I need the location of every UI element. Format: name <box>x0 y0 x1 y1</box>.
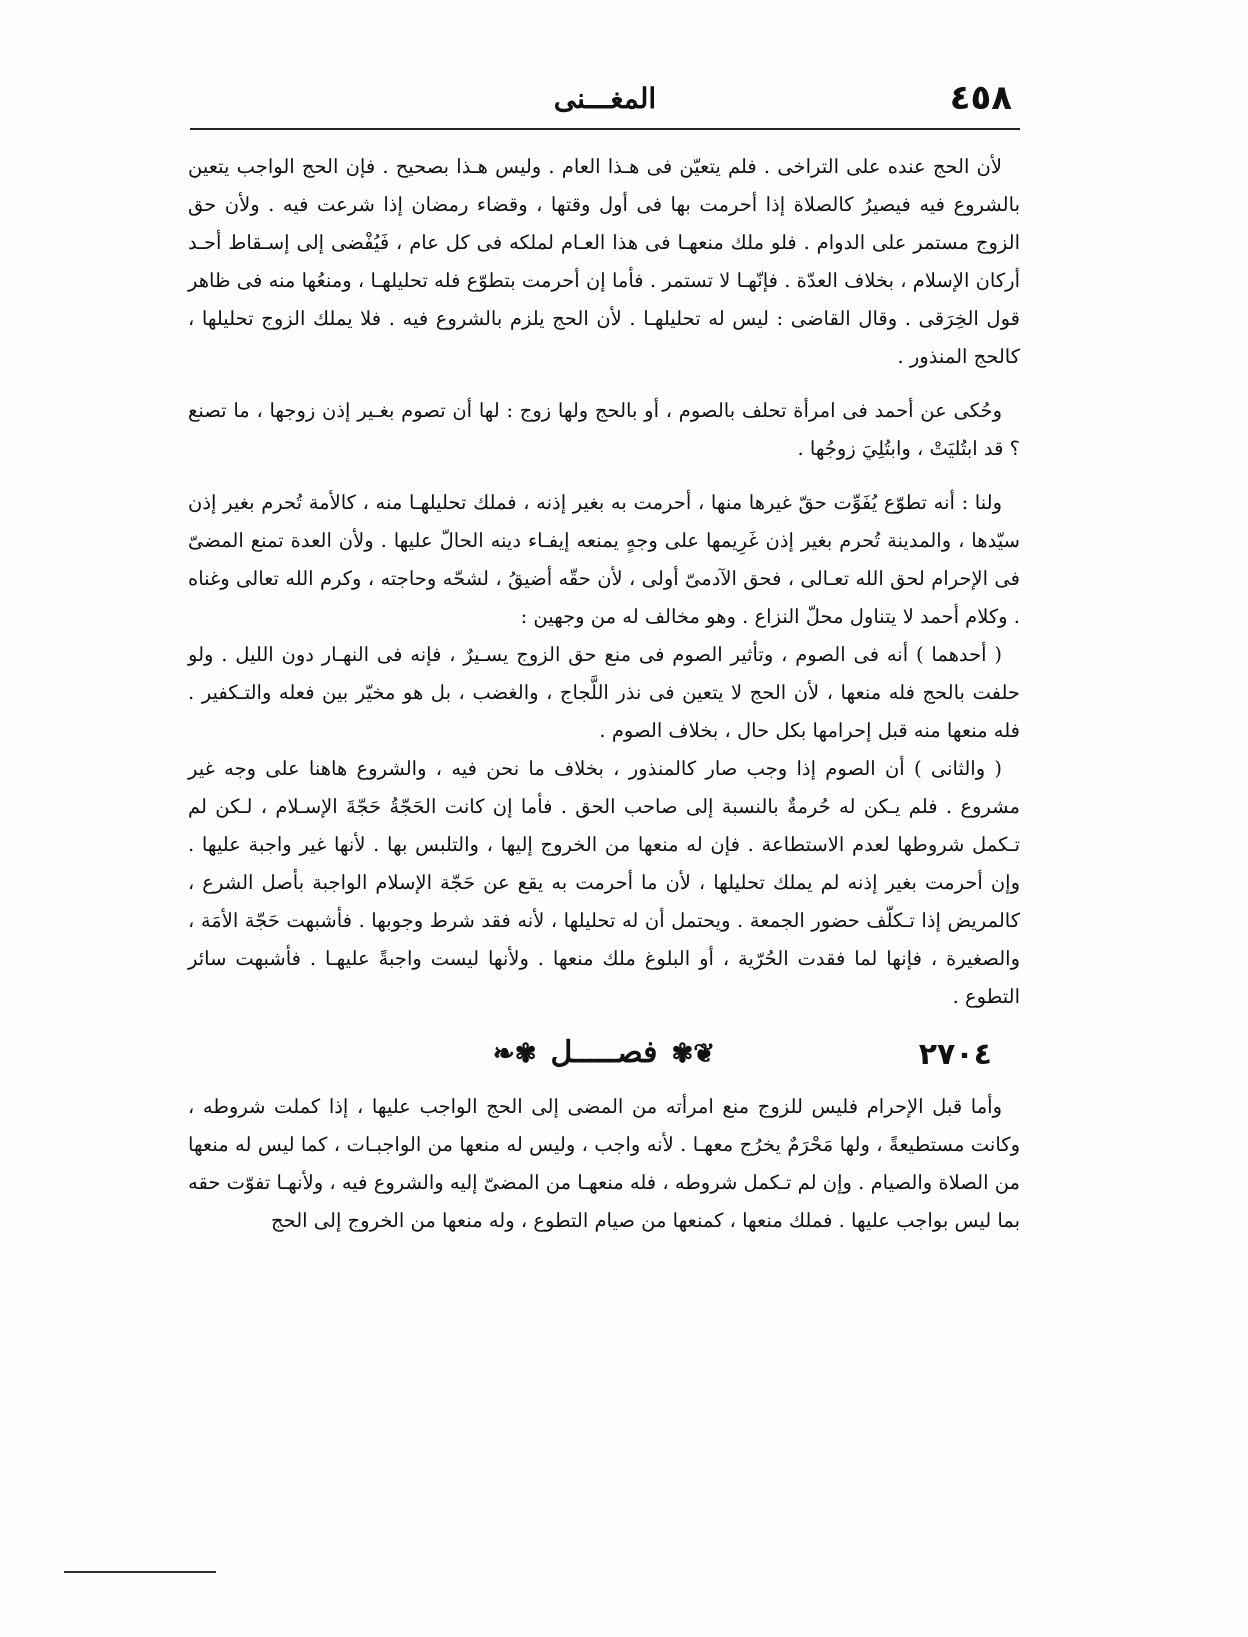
paragraph: ( والثانى ) أن الصوم إذا وجب صار كالمنذور ، بخلاف ما نحن فيه ، والشروع هاهنا على وجه غير مشروع . فلم يـكن له حُرمةٌ بالنسبة إلى صاحب الحق . فأما إن كانت الحَجّةُ حَجّةَ الإسـلام ، لـكن لم تـكمل شروطها لعدم الاستطاعة . فإن له منعها من الخروج إليها ، والتلبس بها . لأنها غير واجبة عليها . وإن أحرمت بغير إذنه لم يملك تحليلها ، لأن ما أحرمت به يقع عن حَجّة الإسلام الواجبة بأصل الشرع ، كالمريض إذا تـكلّف حضور الجمعة . ويحتمل أن له تحليلها ، لأنه فقد شرط وجوبها . فأشبهت حَجّة الأمَة ، والصغيرة ، فإنها لما فقدت الحُرّية ، أو البلوغ ملك منعها . ولأنها ليست واجبةً عليهـا . فأشبهت سائر التطوع . <box>188 757 1020 1008</box>
page-header <box>190 78 1020 120</box>
running-title: المغـــنى <box>553 82 657 115</box>
paragraph: ( أحدهما ) أنه فى الصوم ، وتأثير الصوم فى منع حق الزوج يسـيرٌ ، فإنه فى النهـار دون الليل . ولو حلفت بالحج فله منعها ، لأن الحج لا يتعين فى نذر اللَّجاج ، والغضب ، بل هو مخيّر بين فعله والتـكفير . فله منعها منه قبل إحرامها بكل حال ، بخلاف الصوم . <box>188 643 1020 742</box>
page-number: ٤٥٨ <box>949 78 1012 118</box>
section-heading-label: فصـــــل <box>550 1035 658 1070</box>
main-text <box>188 148 1020 1240</box>
header-divider <box>190 128 1020 130</box>
section-heading-row <box>188 1032 1020 1082</box>
paragraph: ولنا : أنه تطوّع يُفَوِّت حقّ غيرها منها ، أحرمت به بغير إذنه ، فملك تحليلهـا منه ، كالأمة تُحرم بغير إذن سيّدها ، والمدينة تُحرم بغير إذن غَرِيمها على وجهٍ يمنعه إيفـاء دينه الحالّ عليها . ولأن العدة تمنع المضىّ فى الإحرام لحق الله تعـالى ، فحق الآدمىّ أولى ، لأن حقّه أضيقُ ، لشحّه وحاجته ، وكرم الله تعالى وغناه . وكلام أحمد لا يتناول محلّ النزاع . وهو مخالف له من وجهين : <box>188 491 1020 628</box>
paragraph: وحُكى عن أحمد فى امرأة تحلف بالصوم ، أو بالحج ولها زوج : لها أن تصوم بغـير إذن زوجها ، ما تصنع ؟ قد ابتُليَتْ ، وابتُلِيَ زوجُها . <box>188 399 1020 460</box>
ornament-icon: ✾❧ <box>492 1039 537 1069</box>
paragraph: لأن الحج عنده على التراخى . فلم يتعيّن فى هـذا العام . وليس هـذا بصحيح . فإن الحج الواجب يتعين بالشروع فيه فيصيرُ كالصلاة إذا أحرمت بها فى أول وقتها ، وقضاء رمضان إذا شرعت فيه . ولأن حق الزوج مستمر على الدوام . فلو ملك منعهـا فى هذا العـام لملكه فى كل عام ، فَيُفْضى إلى إسـقاط أحـد أركان الإسلام ، بخلاف العدّة . فإنّهـا لا تستمر . فأما إن أحرمت بتطوّع فله تحليلهـا ، ومنعُها منه فى ظاهر قول الخِرَقى . وقال القاضى : ليس له تحليلهـا . لأن الحج يلزم بالشروع فيه . فلا يملك الزوج تحليلها ، كالحج المنذور . <box>188 155 1020 368</box>
ornament-icon: ❦✾ <box>671 1039 716 1069</box>
section-heading <box>188 1034 1020 1073</box>
paragraph: وأما قبل الإحرام فليس للزوج منع امرأته من المضى إلى الحج الواجب عليها ، إذا كملت شروطه ، وكانت مستطيعةً ، ولها مَحْرَمٌ يخرُج معهـا . لأنه واجب ، وليس له منعها من الواجبـات ، كما ليس له منعها من الصلاة والصيام . وإن لم تـكمل شروطه ، فله منعهـا من المضىّ إليه والشروع فيه ، ولأنهـا تفوّت حقه بما ليس بواجب عليها . فملك منعها ، كمنعها من صيام التطوع ، وله منعها من الخروج إلى الحج <box>188 1095 1020 1232</box>
section-number: ٢٧٠٤ <box>918 1037 992 1072</box>
footnote-divider <box>64 1571 216 1573</box>
